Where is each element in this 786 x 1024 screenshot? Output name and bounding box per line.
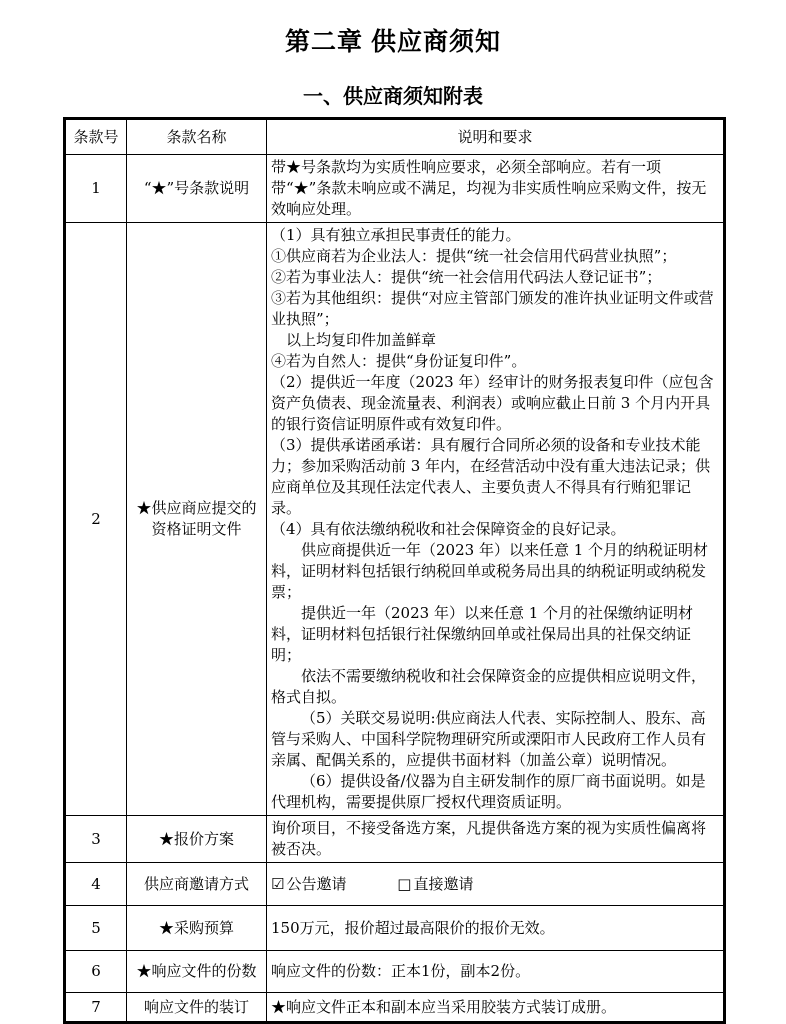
clause-no: 2 bbox=[65, 223, 127, 816]
clause-name: ★响应文件的份数 bbox=[127, 951, 267, 993]
clause-no: 7 bbox=[65, 993, 127, 1023]
clause-name: 响应文件的装订 bbox=[127, 993, 267, 1023]
paragraph: 提供近一年（2023 年）以来任意 1 个月的社保缴纳证明材料，证明材料包括银行社保缴纳回单或社保局出具的社保交纳证明； bbox=[271, 604, 694, 664]
row-procurement-budget bbox=[65, 906, 725, 951]
clause-name: “★”号条款说明 bbox=[127, 155, 267, 223]
clause-desc bbox=[267, 223, 725, 816]
checkbox-checked-icon: ☑ bbox=[271, 874, 285, 893]
option-public-invitation bbox=[271, 874, 346, 895]
paragraph: （2）提供近一年度（2023 年）经审计的财务报表复印件（应包含资产负债表、现金流量表、利润表）或响应截止日前 3 个月内开具的银行资信证明原件或有效复印件。 bbox=[271, 373, 714, 433]
table-header-row bbox=[65, 119, 725, 155]
clause-no: 3 bbox=[65, 816, 127, 863]
paragraph: （4）具有依法缴纳税收和社会保障资金的良好记录。 bbox=[271, 520, 626, 538]
page-subtitle: 一、供应商须知附表 bbox=[303, 86, 483, 108]
paragraph: （1）具有独立承担民事责任的能力。 bbox=[271, 226, 521, 244]
checkbox-unchecked-icon: □ bbox=[397, 874, 412, 893]
clause-desc: 询价项目，不接受备选方案，凡提供备选方案的视为实质性偏离将被否决。 bbox=[267, 816, 725, 863]
page-title: 第二章 供应商须知 bbox=[285, 28, 501, 56]
clause-no: 5 bbox=[65, 906, 127, 951]
paragraph: （6）提供设备/仪器为自主研发制作的原厂商书面说明。如是代理机构，需要提供原厂授权代理资质证明。 bbox=[271, 772, 706, 811]
clause-no: 6 bbox=[65, 951, 127, 993]
row-response-copies bbox=[65, 951, 725, 993]
clause-name: ★采购预算 bbox=[127, 906, 267, 951]
paragraph: ①供应商若为企业法人：提供“统一社会信用代码营业执照”； bbox=[271, 247, 677, 265]
row-qualification-documents bbox=[65, 223, 725, 816]
row-star-clause-note bbox=[65, 155, 725, 223]
paragraph: 依法不需要缴纳税收和社会保障资金的应提供相应说明文件，格式自拟。 bbox=[271, 667, 707, 706]
paragraph: 供应商提供近一年（2023 年）以来任意 1 个月的纳税证明材料，证明材料包括银行纳税回单或税务局出具的纳税证明或纳税发票； bbox=[271, 541, 709, 601]
clause-name: ★供应商应提交的资格证明文件 bbox=[127, 223, 267, 816]
option-label: 直接邀请 bbox=[413, 874, 474, 893]
clause-desc: ★响应文件正本和副本应当采用胶装方式装订成册。 bbox=[267, 993, 725, 1023]
clause-desc: 带★号条款均为实质性响应要求，必须全部响应。若有一项带“★”条款未响应或不满足，均视为非实质性响应采购文件，按无效响应处理。 bbox=[267, 155, 725, 223]
row-quotation-plan bbox=[65, 816, 725, 863]
col-header-clause-name: 条款名称 bbox=[127, 119, 267, 155]
paragraph: （3）提供承诺函承诺：具有履行合同所必须的设备和专业技术能力；参加采购活动前 3 年内，在经营活动中没有重大违法记录；供应商单位及其现任法定代表人、主要负责人不得具有行贿犯罪记录。 bbox=[271, 436, 711, 517]
paragraph: （5）关联交易说明:供应商法人代表、实际控制人、股东、高管与采购人、中国科学院物理研究所或溧阳市人民政府工作人员有亲属、配偶关系的，应提供书面材料（加盖公章）说明情况。 bbox=[271, 709, 707, 769]
row-invitation-method bbox=[65, 863, 725, 906]
clause-no: 1 bbox=[65, 155, 127, 223]
paragraph: ②若为事业法人：提供“统一社会信用代码法人登记证书”； bbox=[271, 268, 662, 286]
suppliers-notice-table bbox=[63, 117, 726, 1024]
clause-desc bbox=[267, 863, 725, 906]
option-label: 公告邀请 bbox=[286, 874, 347, 893]
paragraph: ④若为自然人：提供“身份证复印件”。 bbox=[271, 352, 527, 370]
col-header-clause-no: 条款号 bbox=[65, 119, 127, 155]
option-direct-invitation bbox=[397, 874, 473, 895]
paragraph: 以上均复印件加盖鲜章 bbox=[286, 331, 437, 349]
row-response-binding bbox=[65, 993, 725, 1023]
clause-no: 4 bbox=[65, 863, 127, 906]
clause-desc: 响应文件的份数：正本1份，副本2份。 bbox=[267, 951, 725, 993]
clause-desc: 150万元，报价超过最高限价的报价无效。 bbox=[267, 906, 725, 951]
paragraph: ③若为其他组织：提供“对应主管部门颁发的准许执业证明文件或营业执照”； bbox=[271, 289, 714, 328]
clause-name: 供应商邀请方式 bbox=[127, 863, 267, 906]
col-header-requirements: 说明和要求 bbox=[267, 119, 725, 155]
clause-name: ★报价方案 bbox=[127, 816, 267, 863]
